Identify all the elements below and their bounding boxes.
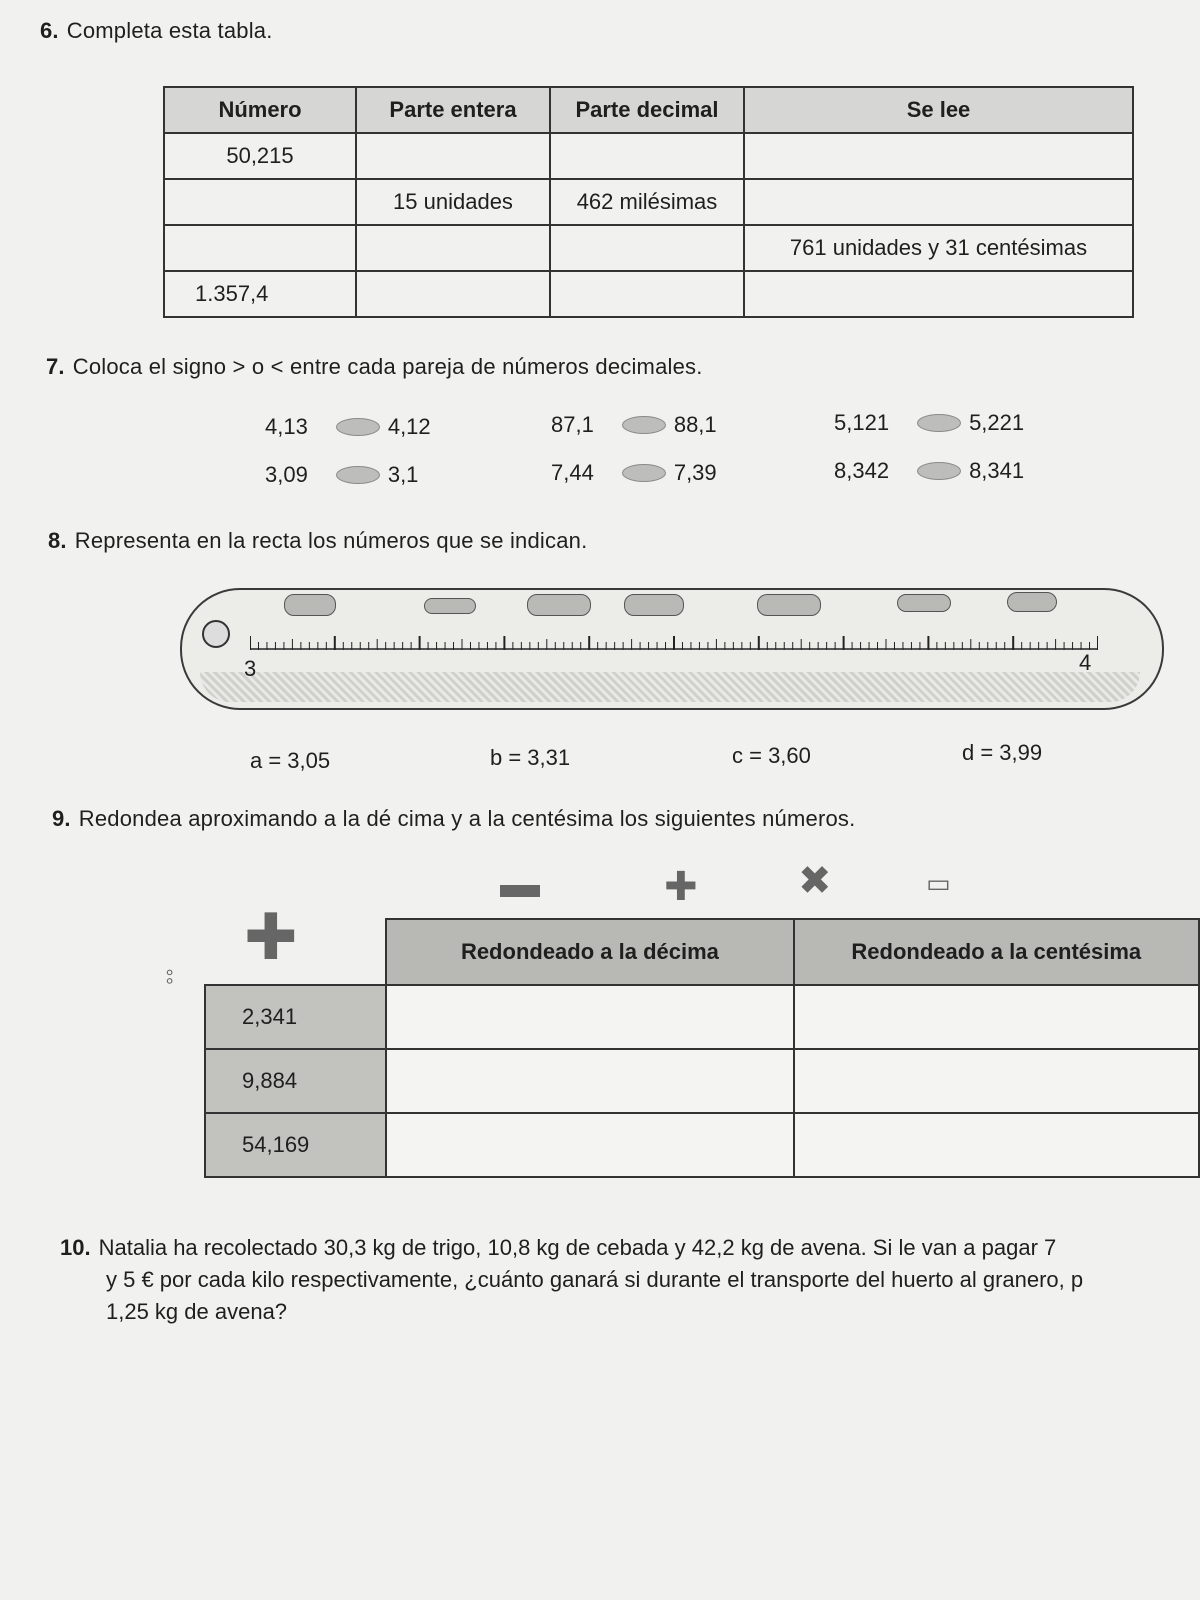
table-cell[interactable] bbox=[164, 225, 356, 271]
table-row bbox=[164, 271, 1133, 317]
header-decima: Redondeado a la décima bbox=[386, 919, 793, 985]
first-number: 8,342 bbox=[834, 458, 890, 483]
table-row bbox=[164, 179, 1133, 225]
ruler-ticks bbox=[250, 636, 1098, 650]
caterpillar-eye-icon bbox=[202, 620, 230, 648]
sign-blank-oval[interactable] bbox=[336, 466, 380, 484]
comparison-pair bbox=[834, 410, 1024, 436]
header-centesima: Redondeado a la centésima bbox=[794, 919, 1199, 985]
answer-cell-centesima[interactable] bbox=[794, 985, 1199, 1049]
question-number: 9. bbox=[52, 806, 71, 831]
caterpillar-spot bbox=[424, 598, 476, 614]
sign-blank-oval[interactable] bbox=[917, 414, 961, 432]
second-number: 5,221 bbox=[969, 410, 1025, 435]
second-number: 7,39 bbox=[673, 460, 717, 485]
first-number: 5,121 bbox=[834, 410, 890, 435]
sign-blank-oval[interactable] bbox=[622, 416, 666, 434]
question-text: Completa esta tabla. bbox=[66, 18, 273, 43]
minus-sign-icon: ▬ bbox=[500, 862, 540, 906]
caterpillar-spot bbox=[527, 594, 591, 616]
question-number: 6. bbox=[40, 18, 59, 43]
comparison-pair bbox=[265, 462, 418, 488]
table-cell: 1.357,4 bbox=[164, 271, 356, 317]
number-line-start: 3 bbox=[244, 656, 257, 681]
table-row bbox=[205, 1113, 1199, 1177]
question-10 bbox=[60, 1232, 1200, 1328]
question-9-title bbox=[52, 806, 855, 832]
table-cell[interactable] bbox=[550, 133, 744, 179]
table-header-row bbox=[205, 919, 1199, 985]
question-text: Coloca el signo > o < entre cada pareja de números decimales. bbox=[72, 354, 703, 379]
rounding-table bbox=[204, 918, 1200, 1178]
answer-cell-decima[interactable] bbox=[386, 1049, 793, 1113]
table-cell[interactable] bbox=[744, 271, 1133, 317]
comparison-pair bbox=[551, 412, 717, 438]
number-line-ruler bbox=[250, 636, 1098, 650]
comparison-pair bbox=[834, 458, 1024, 484]
question-7-title bbox=[46, 354, 703, 380]
table-row bbox=[205, 1049, 1199, 1113]
row-number: 54,169 bbox=[205, 1113, 386, 1177]
question-text: Natalia ha recolectado 30,3 kg de trigo, 10,8 kg de cebada y 42,2 kg de avena. Si le van a pagar 7 bbox=[98, 1235, 1057, 1260]
caterpillar-spot bbox=[897, 594, 951, 612]
table-cell[interactable] bbox=[164, 179, 356, 225]
decimal-parts-table bbox=[163, 86, 1134, 318]
question-8-title bbox=[48, 528, 587, 554]
header-se-lee: Se lee bbox=[744, 87, 1133, 133]
first-number: 4,13 bbox=[265, 414, 308, 439]
division-sign-icon: ⦂ bbox=[166, 962, 174, 989]
answer-cell-centesima[interactable] bbox=[794, 1113, 1199, 1177]
row-number: 9,884 bbox=[205, 1049, 386, 1113]
table-cell[interactable] bbox=[744, 133, 1133, 179]
second-number: 3,1 bbox=[387, 462, 419, 487]
caterpillar-spot bbox=[1007, 592, 1057, 612]
second-number: 8,341 bbox=[969, 458, 1025, 483]
table-cell[interactable] bbox=[744, 179, 1133, 225]
table-cell[interactable] bbox=[550, 271, 744, 317]
table-corner bbox=[205, 919, 386, 985]
question-text: Representa en la recta los números que se indican. bbox=[74, 528, 588, 553]
first-number: 3,09 bbox=[265, 462, 308, 487]
table-cell[interactable] bbox=[356, 225, 550, 271]
minus-sign-icon: ▭ bbox=[926, 868, 951, 898]
question-number: 10. bbox=[60, 1235, 91, 1260]
question-number: 8. bbox=[48, 528, 67, 553]
multiply-sign-icon: ✖ bbox=[798, 859, 832, 903]
header-parte-entera: Parte entera bbox=[356, 87, 550, 133]
answer-cell-centesima[interactable] bbox=[794, 1049, 1199, 1113]
plus-sign-icon: ✚ bbox=[244, 901, 298, 973]
table-cell[interactable] bbox=[356, 133, 550, 179]
table-row bbox=[164, 133, 1133, 179]
question-text: Redondea aproximando a la dé cima y a la centésima los siguientes números. bbox=[78, 806, 856, 831]
caterpillar-spot bbox=[757, 594, 821, 616]
table-cell[interactable] bbox=[550, 225, 744, 271]
second-number: 4,12 bbox=[387, 414, 431, 439]
caterpillar-belly bbox=[200, 672, 1140, 702]
caterpillar-spot bbox=[284, 594, 336, 616]
plus-sign-icon: ✚ bbox=[664, 865, 698, 909]
question-10-line: y 5 € por cada kilo respectivamente, ¿cuánto ganará si durante el transporte del huerto al granero, p bbox=[106, 1267, 1084, 1292]
table-cell[interactable] bbox=[356, 271, 550, 317]
number-line-end: 4 bbox=[1079, 650, 1092, 675]
sign-blank-oval[interactable] bbox=[336, 418, 380, 436]
header-parte-decimal: Parte decimal bbox=[550, 87, 744, 133]
table-row bbox=[205, 985, 1199, 1049]
second-number: 88,1 bbox=[673, 412, 717, 437]
question-number: 7. bbox=[46, 354, 65, 379]
first-number: 7,44 bbox=[551, 460, 594, 485]
table-cell: 15 unidades bbox=[356, 179, 550, 225]
point-a-value: a = 3,05 bbox=[250, 748, 331, 773]
answer-cell-decima[interactable] bbox=[386, 985, 793, 1049]
first-number: 87,1 bbox=[551, 412, 594, 437]
comparison-pair bbox=[551, 460, 717, 486]
comparison-pair bbox=[265, 414, 431, 440]
point-b-value: b = 3,31 bbox=[490, 745, 571, 770]
question-10-line: 1,25 kg de avena? bbox=[106, 1299, 288, 1324]
question-6-title bbox=[40, 18, 273, 44]
table-cell: 761 unidades y 31 centésimas bbox=[744, 225, 1133, 271]
header-numero: Número bbox=[164, 87, 356, 133]
table-cell: 50,215 bbox=[164, 133, 356, 179]
sign-blank-oval[interactable] bbox=[917, 462, 961, 480]
table-header-row bbox=[164, 87, 1133, 133]
table-row bbox=[164, 225, 1133, 271]
row-number: 2,341 bbox=[205, 985, 386, 1049]
question-10-line bbox=[60, 1232, 1200, 1264]
point-d-value: d = 3,99 bbox=[962, 740, 1043, 765]
sign-blank-oval[interactable] bbox=[622, 464, 666, 482]
caterpillar-spot bbox=[624, 594, 684, 616]
point-c-value: c = 3,60 bbox=[732, 743, 811, 768]
table-cell: 462 milésimas bbox=[550, 179, 744, 225]
answer-cell-decima[interactable] bbox=[386, 1113, 793, 1177]
